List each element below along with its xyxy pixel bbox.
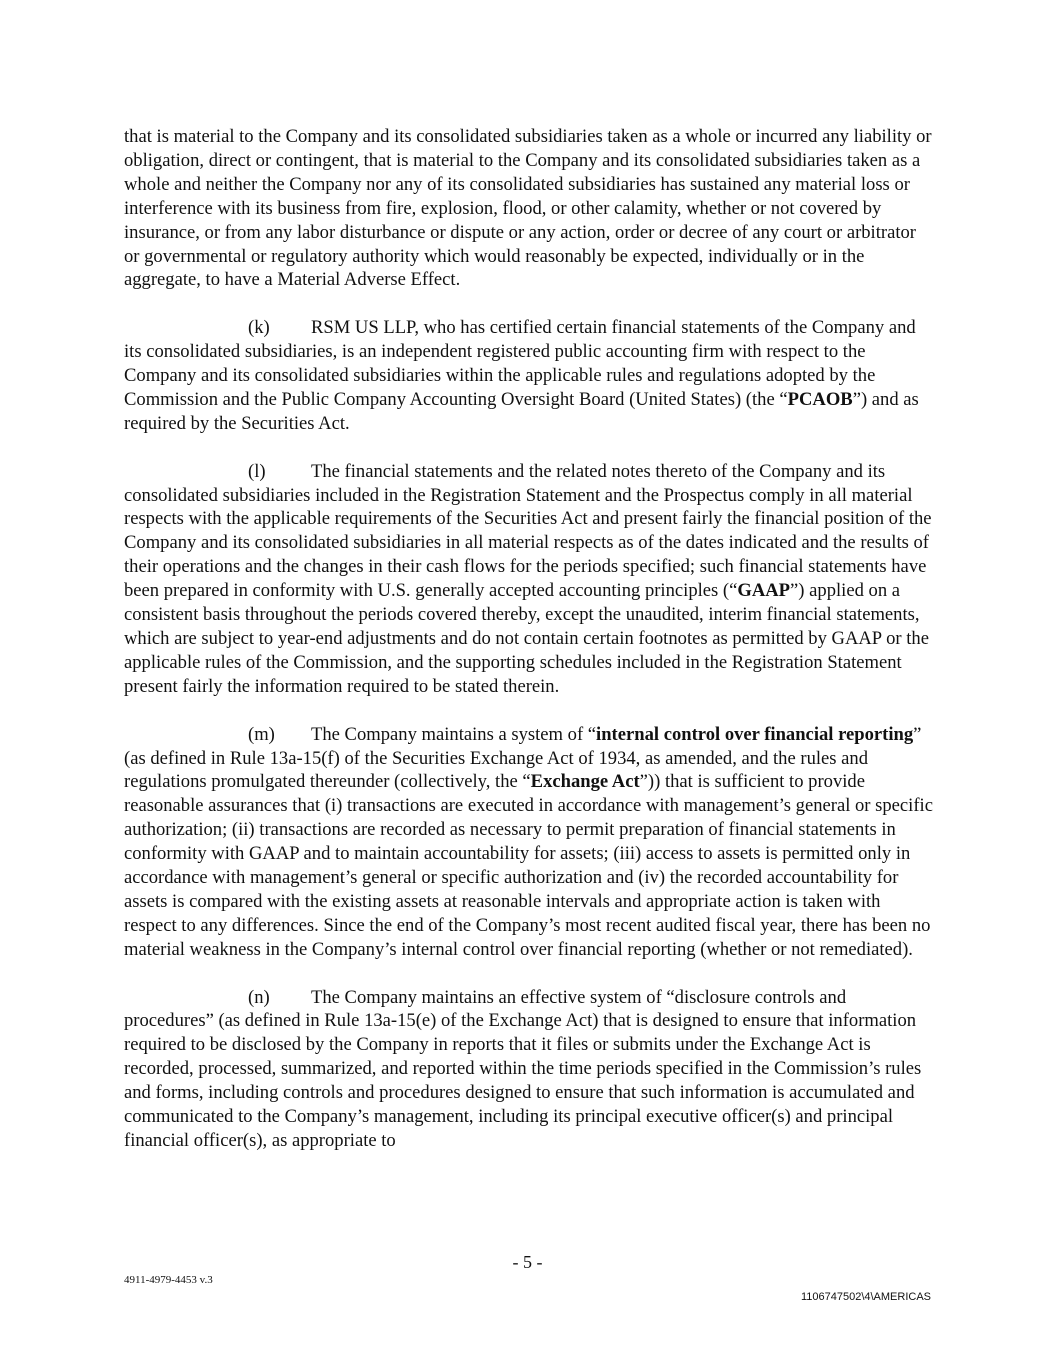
defined-term-gaap: GAAP: [737, 580, 791, 602]
clause-label-m: (m): [248, 723, 275, 745]
paragraph-n-text: The Company maintains an effective system of “disclosure controls and procedures” (as defined in Rule 13a-15(e) of the Exchange Act) that is designed to ensure that information required to be disclosed by the Company in reports that it files or submits under the Exchange Act is recorded, processed, summarized, and reported within the time periods specified in the Commission’s rules and forms, including controls and procedures designed to ensure that such information is accumulated and communicated to the Company’s management, including its principal executive officer(s) and principal financial officer(s), as appropriate to: [124, 986, 922, 1151]
paragraph-n: [124, 986, 934, 1153]
defined-term-exchange-act: Exchange Act: [530, 771, 640, 793]
paragraph-m-text-mid: ” (as defined in Rule 13a-15(f) of the Securities Exchange Act of 1934, as amended, and the rules and regulations promulgated thereunder (collectively, the “: [124, 723, 922, 793]
paragraph-m-text: The Company maintains a system of “: [311, 723, 597, 745]
paragraph-continuation: [124, 125, 934, 292]
paragraph-k-text-end: ”) and as required by the Securities Act.: [124, 388, 919, 434]
continuation-text: that is material to the Company and its consolidated subsidiaries taken as a whole or incurred any liability or obligation, direct or contingent, that is material to the Company and its consolidated subsidiaries taken as a whole and neither the Company nor any of its consolidated subsidiaries has sustained any material loss or interference with its business from fire, explosion, flood, or other calamity, whether or not covered by insurance, or from any labor disturbance or dispute or any action, order or decree of any court or arbitrator or governmental or regulatory authority which would reasonably be expected, individually or in the aggregate, to have a Material Adverse Effect.: [124, 126, 932, 291]
clause-label-k: (k): [248, 317, 270, 339]
paragraph-m-text-end: ”)) that is sufficient to provide reasonable assurances that (i) transactions are executed in accordance with management’s general or specific authorization; (ii) transactions are recorded as necessary to permit preparation of financial statements in conformity with GAAP and to maintain accountability for assets; (iii) access to assets is permitted only in accordance with management’s general or specific authorization and (iv) the recorded accountability for assets is compared with the existing assets at reasonable intervals and appropriate action is taken with respect to any differences. Since the end of the Company’s most recent audited fiscal year, there has been no material weakness in the Company’s internal control over financial reporting (whether or not remediated).: [124, 771, 933, 960]
page-number: - 5 -: [512, 1252, 543, 1272]
paragraph-l-text: The financial statements and the related notes thereto of the Company and its consolidated subsidiaries included in the Registration Statement and the Prospectus comply in all material respects with the applicable requirements of the Securities Act and present fairly the financial position of the Company and its consolidated subsidiaries in all material respects as of the dates indicated and the results of their operations and the changes in their cash flows for the periods specified; such financial statements have been prepared in conformity with U.S. generally accepted accounting principles (“: [124, 460, 932, 602]
defined-term-pcaob: PCAOB: [787, 388, 853, 410]
paragraph-l: [124, 460, 934, 699]
document-body: [124, 125, 934, 1153]
defined-term-icfr: internal control over financial reporting: [596, 723, 914, 745]
document-id-left: 4911-4979-4453 v.3: [124, 1274, 213, 1286]
document-id-right: 1106747502\4\AMERICAS: [800, 1291, 931, 1303]
clause-label-l: (l): [248, 460, 266, 482]
paragraph-l-text-end: ”) applied on a consistent basis throughout the periods covered thereby, except the unaudited, interim financial statements, which are subject to year-end adjustments and do not contain certain footnotes as permitted by GAAP or the applicable rules of the Commission, and the supporting schedules included in the Registration Statement present fairly the information required to be stated therein.: [124, 580, 929, 697]
paragraph-k-text: RSM US LLP, who has certified certain financial statements of the Company and its consolidated subsidiaries, is an independent registered public accounting firm with respect to the Company and its consolidated subsidiaries within the applicable rules and regulations adopted by the Commission and the Public Company Accounting Oversight Board (United States) (the “: [124, 317, 916, 410]
paragraph-k: [124, 316, 934, 436]
clause-label-n: (n): [248, 986, 270, 1008]
paragraph-m: [124, 723, 934, 962]
